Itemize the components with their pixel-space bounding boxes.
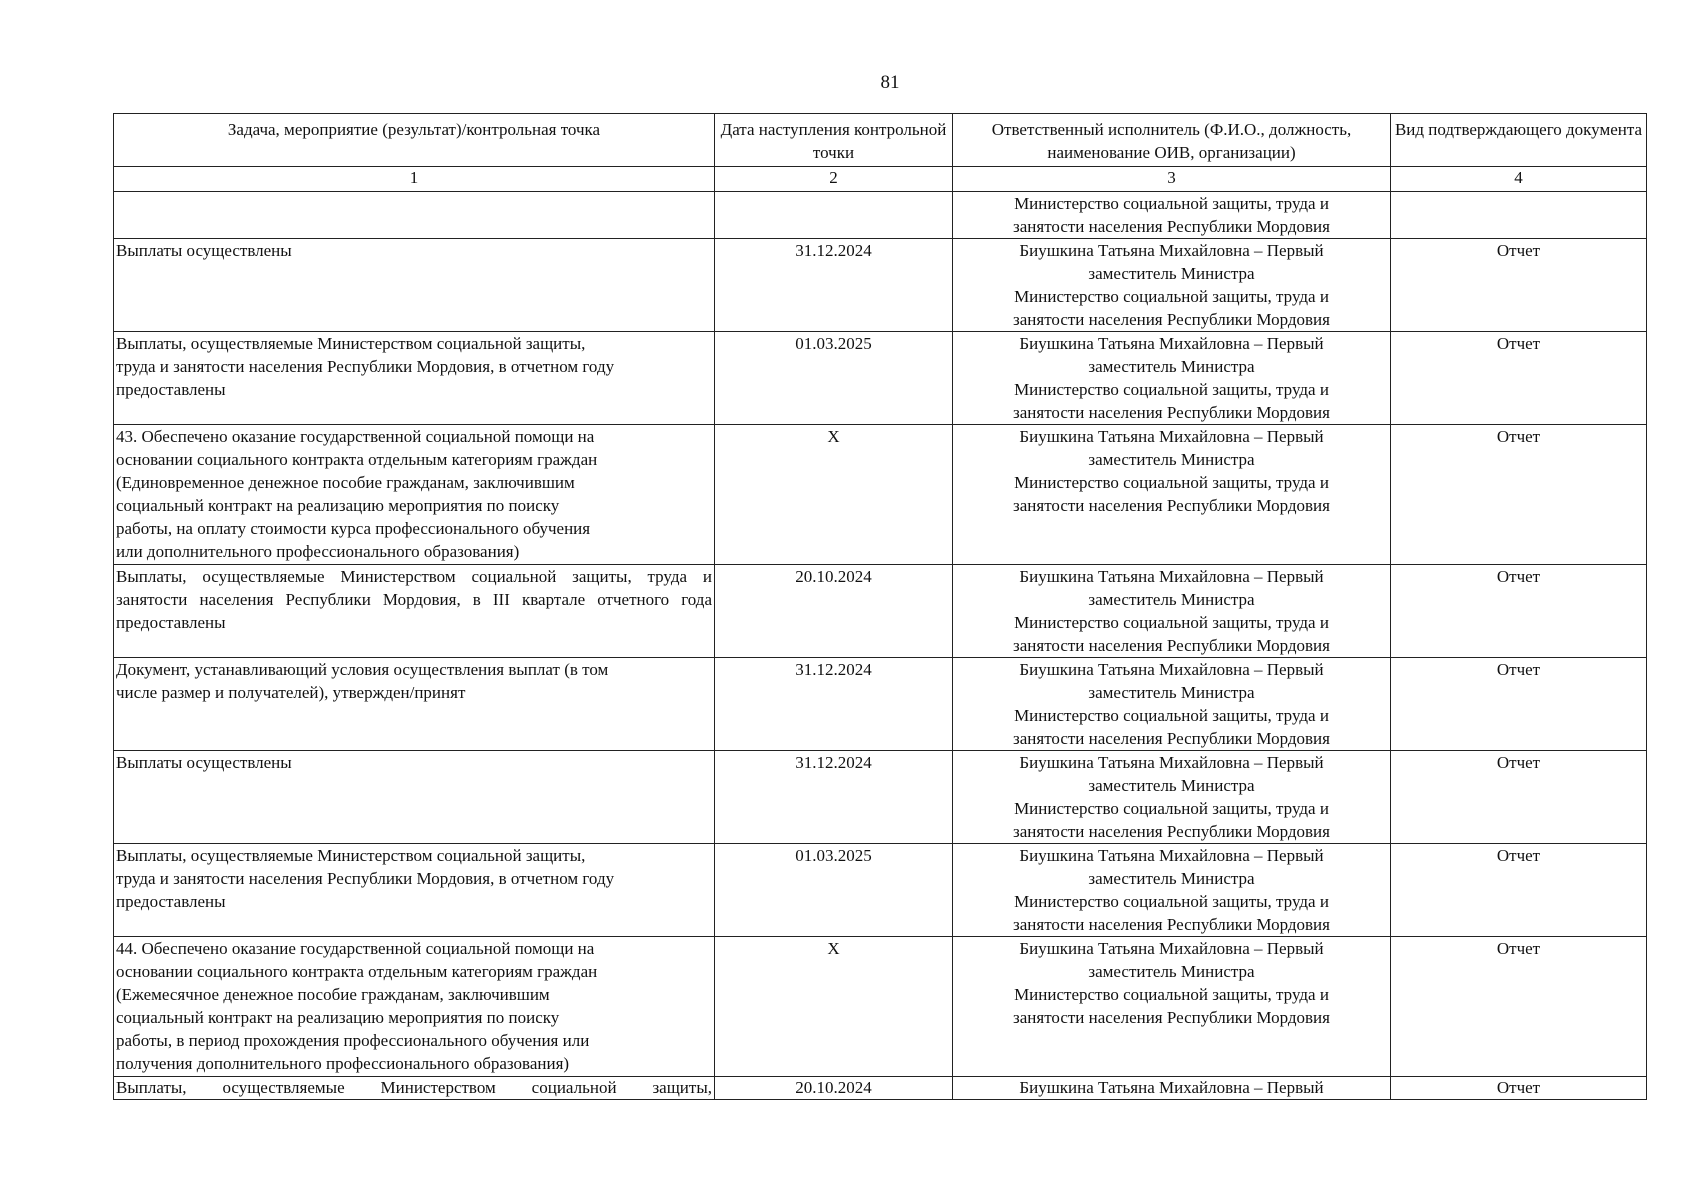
date-cell: 20.10.2024: [715, 1077, 953, 1100]
column-number: 3: [953, 167, 1391, 192]
date-cell: 31.12.2024: [715, 751, 953, 844]
task-cell: 44. Обеспечено оказание государственной социальной помощи на основании социального контракта отдельным категориям граждан (Ежемесячное денежное пособие гражданам, заключившим социальный контракт на реализацию мероприятия по поиску работы, в период прохождения профессионального обучения или получения дополнительного профессионального образования): [114, 937, 715, 1077]
task-cell: Выплаты осуществлены: [114, 239, 715, 332]
table-row: [114, 1077, 1647, 1100]
task-cell: Выплаты, осуществляемые Министерством социальной защиты, труда и занятости населения Республики Мордовия, в отчетном году предоставлены: [114, 844, 715, 937]
executor-cell: Биушкина Татьяна Михайловна – Первый заместитель Министра Министерство социальной защиты, труда и занятости населения Республики Мордовия: [953, 844, 1391, 937]
executor-cell: Биушкина Татьяна Михайловна – Первый: [953, 1077, 1391, 1100]
document-cell: Отчет: [1391, 844, 1647, 937]
document-cell: Отчет: [1391, 239, 1647, 332]
table-row: [114, 192, 1647, 239]
task-cell: Выплаты, осуществляемые Министерством социальной защиты, труда и занятости населения Республики Мордовия, в III квартале отчетного года предоставлены: [114, 565, 715, 658]
header-executor: Ответственный исполнитель (Ф.И.О., должность, наименование ОИВ, организации): [953, 114, 1391, 167]
executor-cell: Биушкина Татьяна Михайловна – Первый заместитель Министра Министерство социальной защиты, труда и занятости населения Республики Мордовия: [953, 332, 1391, 425]
document-cell: Отчет: [1391, 658, 1647, 751]
column-number-row: [114, 167, 1647, 192]
column-number: 4: [1391, 167, 1647, 192]
table-row: [114, 425, 1647, 565]
task-cell: Выплаты, осуществляемые Министерством социальной защиты, труда и занятости населения Республики Мордовия, в отчетном году предоставлены: [114, 332, 715, 425]
column-number: 1: [114, 167, 715, 192]
table-row: [114, 751, 1647, 844]
date-cell: 31.12.2024: [715, 658, 953, 751]
task-cell: Выплаты, осуществляемые Министерством социальной защиты,: [114, 1077, 715, 1100]
document-cell: Отчет: [1391, 425, 1647, 565]
task-cell: [114, 192, 715, 239]
executor-cell: Биушкина Татьяна Михайловна – Первый заместитель Министра Министерство социальной защиты, труда и занятости населения Республики Мордовия: [953, 565, 1391, 658]
date-cell: X: [715, 937, 953, 1077]
executor-cell: Министерство социальной защиты, труда и занятости населения Республики Мордовия: [953, 192, 1391, 239]
table-row: [114, 239, 1647, 332]
header-document: Вид подтверждающего документа: [1391, 114, 1647, 167]
table-row: [114, 658, 1647, 751]
document-cell: Отчет: [1391, 751, 1647, 844]
table-row: [114, 937, 1647, 1077]
date-cell: 01.03.2025: [715, 332, 953, 425]
date-cell: X: [715, 425, 953, 565]
date-cell: 31.12.2024: [715, 239, 953, 332]
table-row: [114, 332, 1647, 425]
document-cell: Отчет: [1391, 937, 1647, 1077]
date-cell: 20.10.2024: [715, 565, 953, 658]
document-cell: [1391, 192, 1647, 239]
executor-cell: Биушкина Татьяна Михайловна – Первый заместитель Министра Министерство социальной защиты, труда и занятости населения Республики Мордовия: [953, 937, 1391, 1077]
document-cell: Отчет: [1391, 332, 1647, 425]
task-cell: Выплаты осуществлены: [114, 751, 715, 844]
document-cell: Отчет: [1391, 1077, 1647, 1100]
table-row: [114, 565, 1647, 658]
control-points-table: [113, 113, 1647, 1100]
column-number: 2: [715, 167, 953, 192]
executor-cell: Биушкина Татьяна Михайловна – Первый заместитель Министра Министерство социальной защиты, труда и занятости населения Республики Мордовия: [953, 239, 1391, 332]
executor-cell: Биушкина Татьяна Михайловна – Первый заместитель Министра Министерство социальной защиты, труда и занятости населения Республики Мордовия: [953, 751, 1391, 844]
task-cell: 43. Обеспечено оказание государственной социальной помощи на основании социального контракта отдельным категориям граждан (Единовременное денежное пособие гражданам, заключившим социальный контракт на реализацию мероприятия по поиску работы, на оплату стоимости курса профессионального обучения или дополнительного профессионального образования): [114, 425, 715, 565]
date-cell: 01.03.2025: [715, 844, 953, 937]
header-date: Дата наступления контрольной точки: [715, 114, 953, 167]
header-task: Задача, мероприятие (результат)/контрольная точка: [114, 114, 715, 167]
page-number: 81: [880, 72, 900, 93]
executor-cell: Биушкина Татьяна Михайловна – Первый заместитель Министра Министерство социальной защиты, труда и занятости населения Республики Мордовия: [953, 425, 1391, 565]
table-row: [114, 844, 1647, 937]
document-cell: Отчет: [1391, 565, 1647, 658]
date-cell: [715, 192, 953, 239]
task-cell: Документ, устанавливающий условия осуществления выплат (в том числе размер и получателей), утвержден/принят: [114, 658, 715, 751]
executor-cell: Биушкина Татьяна Михайловна – Первый заместитель Министра Министерство социальной защиты, труда и занятости населения Республики Мордовия: [953, 658, 1391, 751]
table-header-row: [114, 114, 1647, 167]
